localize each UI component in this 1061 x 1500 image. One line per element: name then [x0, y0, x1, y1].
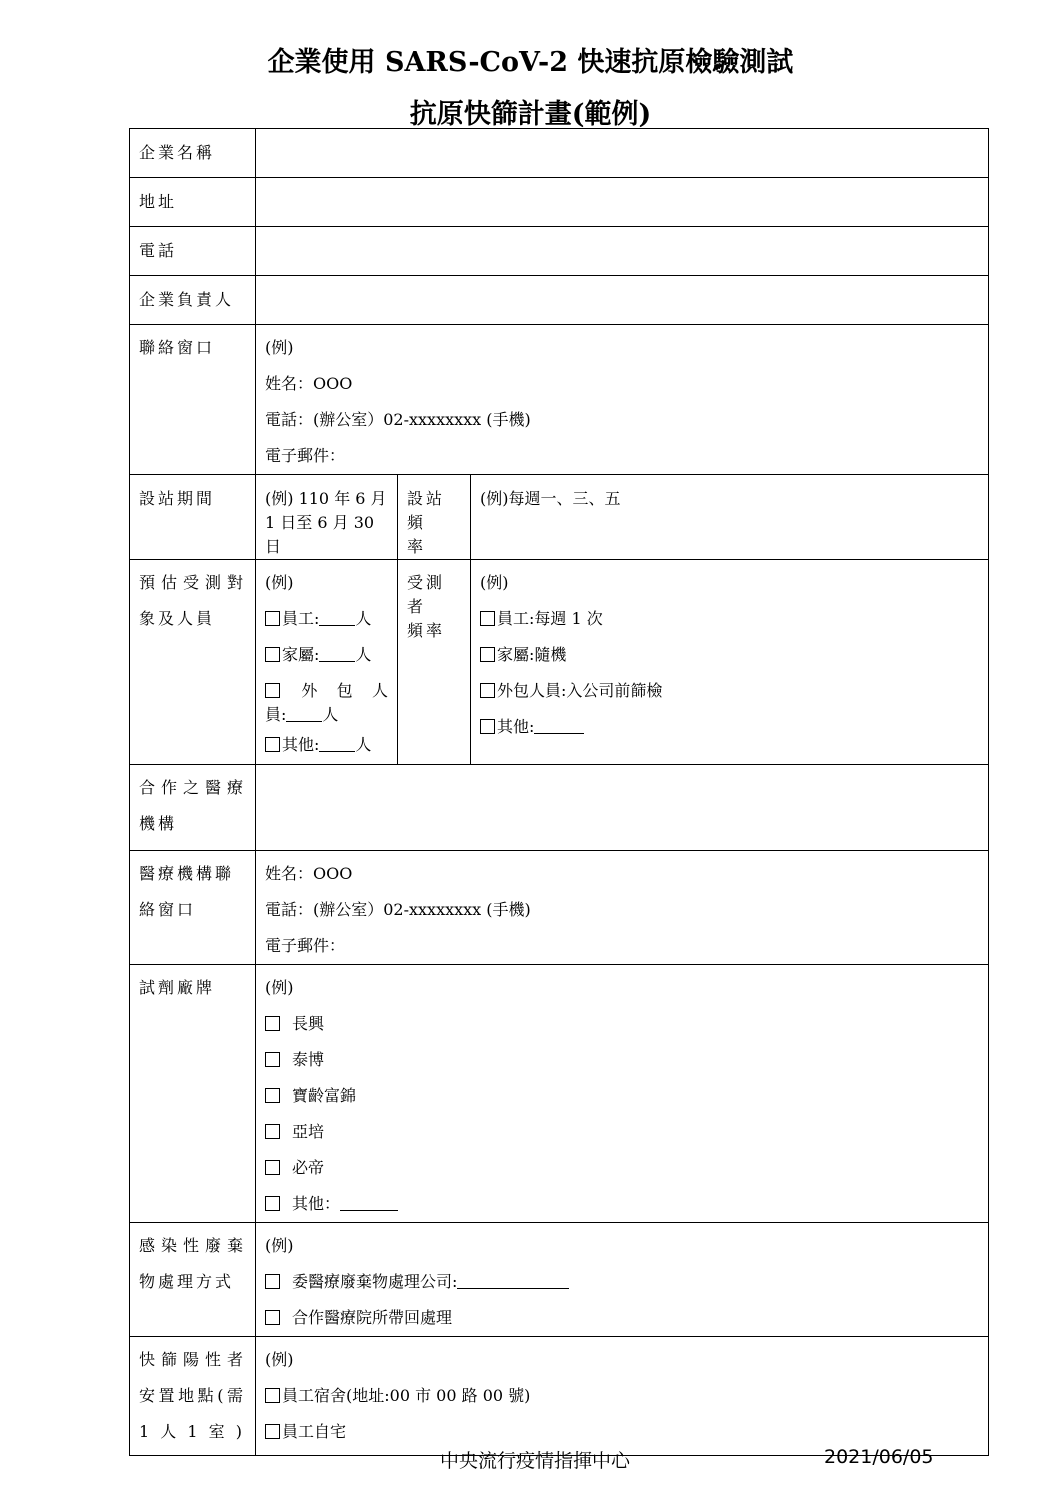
- subjects-label-a: 預估受測對: [139, 573, 246, 592]
- brand-item: 長興: [265, 1006, 979, 1042]
- contact-phone: 電話：(辦公室）02-xxxxxxxx (手機): [265, 410, 531, 429]
- row-subjects: [130, 560, 989, 765]
- waste-label-b: 物處理方式: [139, 1272, 235, 1291]
- brand-other-checkbox[interactable]: [265, 1196, 280, 1211]
- waste-item-hospital: 合作醫療院所帶回處理: [265, 1300, 979, 1336]
- brand-checkbox[interactable]: [265, 1052, 280, 1067]
- contact-label: 聯絡窗口: [139, 338, 216, 357]
- positive-label-b: 安置地點(需: [139, 1386, 246, 1405]
- footer-date: 2021/06/05: [824, 1446, 934, 1468]
- freq-other-blank[interactable]: [534, 733, 584, 734]
- freq-family-checkbox[interactable]: [480, 647, 495, 662]
- address-label: 地址: [139, 192, 178, 211]
- brand-checkbox[interactable]: [265, 1016, 280, 1031]
- row-waste: [130, 1223, 989, 1337]
- med-contact-phone: 電話：(辦公室）02-xxxxxxxx (手機): [265, 900, 531, 919]
- row-company-name: [130, 129, 989, 178]
- subject-item-employee: 員工: 人: [265, 601, 388, 637]
- positive-item-dorm: 員工宿舍(地址:00 市 00 路 00 號): [265, 1378, 979, 1414]
- waste-hospital-checkbox[interactable]: [265, 1310, 280, 1325]
- brand-checkbox[interactable]: [265, 1160, 280, 1175]
- phone-field[interactable]: [256, 227, 989, 276]
- med-contact-name: 姓名：OOO: [265, 864, 353, 883]
- document-subtitle: 抗原快篩計畫(範例): [409, 99, 652, 130]
- subjects-field: [256, 560, 398, 765]
- waste-example: (例): [265, 1236, 294, 1255]
- partner-field[interactable]: [256, 765, 989, 851]
- brand-checkbox[interactable]: [265, 1088, 280, 1103]
- contact-field[interactable]: [256, 325, 989, 475]
- positive-item-home: 員工自宅: [265, 1414, 979, 1450]
- brand-item-other: 其他：: [265, 1186, 979, 1222]
- brand-checkbox[interactable]: [265, 1124, 280, 1139]
- freq-employee-checkbox[interactable]: [480, 611, 495, 626]
- subject-item-family: 家屬: 人: [265, 637, 388, 673]
- row-contact: [130, 325, 989, 475]
- med-contact-email: 電子郵件：: [265, 936, 346, 955]
- row-partner: [130, 765, 989, 851]
- brands-field: [256, 965, 989, 1223]
- station-freq-field[interactable]: [471, 475, 989, 560]
- row-station-period: [130, 475, 989, 560]
- other-checkbox[interactable]: [265, 737, 280, 752]
- family-checkbox[interactable]: [265, 647, 280, 662]
- test-freq-label-a: 受測者: [407, 573, 446, 616]
- station-period-value-a: (例) 110 年 6 月: [265, 489, 387, 508]
- partner-label-b: 機構: [139, 814, 178, 833]
- other-count-blank[interactable]: [319, 751, 355, 752]
- row-phone: [130, 227, 989, 276]
- waste-field: [256, 1223, 989, 1337]
- med-contact-label-a: 醫療機構聯: [139, 864, 235, 883]
- outsourced-count-blank[interactable]: [286, 721, 322, 722]
- positive-example: (例): [265, 1350, 294, 1369]
- station-period-value-b: 1 日至 6 月 30 日: [265, 513, 375, 556]
- subjects-label-b: 象及人員: [139, 609, 216, 628]
- plan-form-table: [129, 128, 989, 1456]
- row-brands: [130, 965, 989, 1223]
- employee-count-blank[interactable]: [319, 625, 355, 626]
- freq-other-checkbox[interactable]: [480, 719, 495, 734]
- brand-other-blank[interactable]: [340, 1210, 398, 1211]
- owner-field[interactable]: [256, 276, 989, 325]
- freq-outsourced-checkbox[interactable]: [480, 683, 495, 698]
- station-freq-label-a: 設站頻: [407, 489, 446, 532]
- subjects-example: (例): [265, 573, 294, 592]
- waste-label-a: 感染性廢棄: [139, 1236, 246, 1255]
- contact-name: 姓名：OOO: [265, 374, 353, 393]
- employee-checkbox[interactable]: [265, 611, 280, 626]
- partner-label-a: 合作之醫療: [139, 778, 246, 797]
- positive-label-a: 快篩陽性者: [139, 1350, 246, 1369]
- station-period-field[interactable]: [256, 475, 398, 560]
- brand-item: 泰博: [265, 1042, 979, 1078]
- brand-item: 必帝: [265, 1150, 979, 1186]
- phone-label: 電話: [139, 241, 178, 260]
- subject-item-other: 其他: 人: [265, 727, 388, 763]
- brand-item: 寶齡富錦: [265, 1078, 979, 1114]
- station-freq-label-b: 率: [407, 537, 427, 556]
- station-freq-value: (例)每週一、三、五: [480, 489, 621, 508]
- row-address: [130, 178, 989, 227]
- brand-item: 亞培: [265, 1114, 979, 1150]
- waste-company-blank[interactable]: [457, 1288, 569, 1289]
- contact-example: (例): [265, 338, 294, 357]
- test-freq-label-b: 頻率: [407, 621, 446, 640]
- waste-item-company: 委醫療廢棄物處理公司:: [265, 1264, 979, 1300]
- freq-item-employee: 員工:每週 1 次: [480, 601, 979, 637]
- row-owner: [130, 276, 989, 325]
- company-name-field[interactable]: [256, 129, 989, 178]
- freq-item-outsourced: 外包人員:入公司前篩檢: [480, 673, 979, 709]
- test-freq-example: (例): [480, 573, 509, 592]
- footer-organization: 中央流行疫情指揮中心: [440, 1450, 631, 1472]
- row-med-contact: [130, 851, 989, 965]
- outsourced-checkbox[interactable]: [265, 683, 280, 698]
- station-period-label: 設站期間: [139, 489, 216, 508]
- freq-item-other: 其他:: [480, 709, 979, 745]
- med-contact-field[interactable]: [256, 851, 989, 965]
- brands-label: 試劑廠牌: [139, 978, 216, 997]
- row-positive: [130, 1337, 989, 1456]
- address-field[interactable]: [256, 178, 989, 227]
- med-contact-label-b: 絡窗口: [139, 900, 197, 919]
- subject-item-outsourced: 外包人 員: 人: [265, 681, 388, 724]
- company-name-label: 企業名稱: [139, 143, 216, 162]
- brands-example: (例): [265, 978, 294, 997]
- positive-field: [256, 1337, 989, 1456]
- positive-dorm-checkbox[interactable]: [265, 1388, 280, 1403]
- positive-home-checkbox[interactable]: [265, 1424, 280, 1439]
- contact-email: 電子郵件：: [265, 446, 346, 465]
- owner-label: 企業負責人: [139, 290, 235, 309]
- waste-company-checkbox[interactable]: [265, 1274, 280, 1289]
- positive-label-c: 1 人 1 室 ): [139, 1422, 245, 1441]
- test-freq-field: [471, 560, 989, 765]
- freq-item-family: 家屬:隨機: [480, 637, 979, 673]
- document-title: 企業使用 SARS-CoV-2 快速抗原檢驗測試: [267, 47, 794, 78]
- family-count-blank[interactable]: [319, 661, 355, 662]
